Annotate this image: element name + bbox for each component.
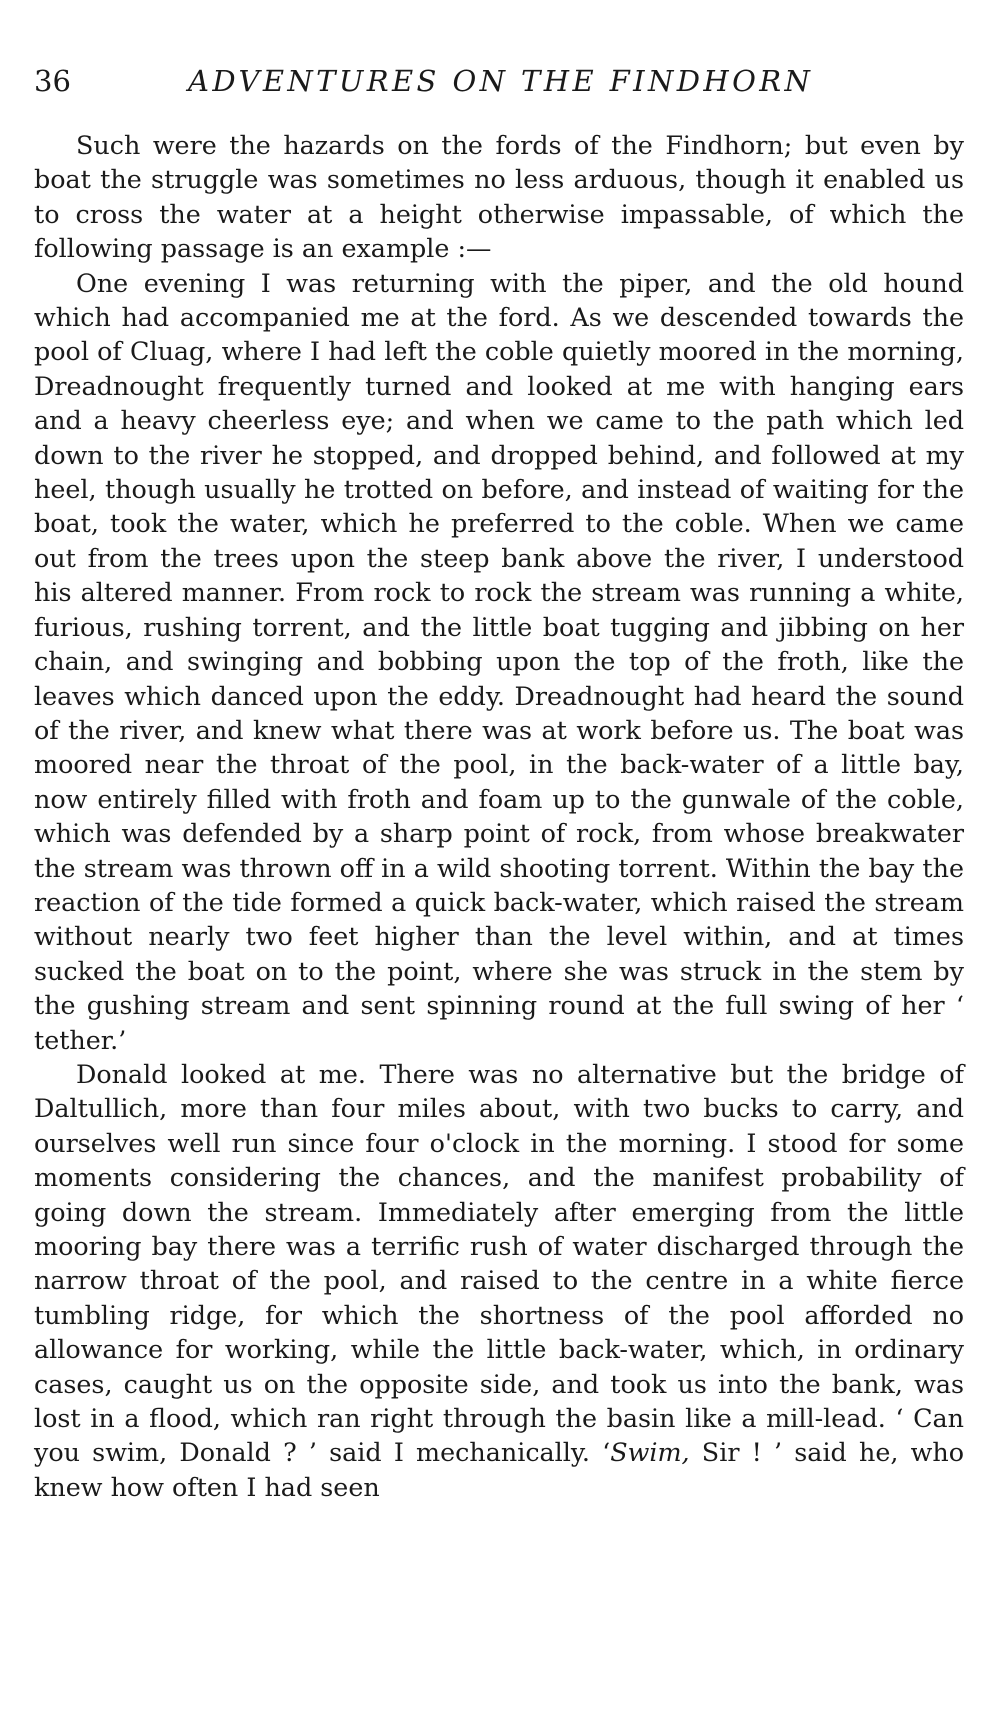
paragraph-donald-ending: Sir ! ’ said he, who knew how often I had seen <box>34 1437 964 1502</box>
body-text <box>34 128 964 1504</box>
paragraph-donald <box>34 1057 964 1504</box>
running-head <box>34 58 964 108</box>
swim-emphasis: Swim, <box>610 1437 690 1468</box>
book-title: ADVENTURES ON THE FINDHORN <box>188 64 814 98</box>
paragraph-hazards: Such were the hazards on the fords of the Findhorn; but even by boat the struggle was sometimes no less arduous, though it enabled us to cross the water at a height otherwise impassable, of which the following passage is an example :— <box>34 130 964 264</box>
paragraph-donald-text: Donald looked at me. There was no alternative but the bridge of Daltullich, more than four miles about, with two bucks to carry, and ourselves well run since four o'clock in the morning. I stood for some moments considering the chances, and the manifest probability of going down the stream. Immediately after emerging from the little mooring bay there was a terrific rush of water discharged through the narrow throat of the pool, and raised to the centre in a white fierce tumbling ridge, for which the shortness of the pool afforded no allowance for working, while the little back-water, which, in ordinary cases, caught us on the opposite side, and took us into the bank, was lost in a flood, which ran right through the basin like a mill-lead. ‘ Can you swim, Donald ? ’ said I mechanically. ‘ <box>34 1058 964 1468</box>
paragraph-evening-return: One evening I was returning with the piper, and the old hound which had accompanied me at the ford. As we descended towards the pool of Cluag, where I had left the coble quietly moored in the morning, Dreadnought frequently turned and looked at me with hanging ears and a heavy cheerless eye; and when we came to the path which led down to the river he stopped, and dropped behind, and followed at my heel, though usually he trotted on before, and instead of waiting for the boat, took the water, which he preferred to the coble. When we came out from the trees upon the steep bank above the river, I understood his altered manner. From rock to rock the stream was running a white, furious, rushing torrent, and the little boat tugging and jibbing on her chain, and swinging and bobbing upon the top of the froth, like the leaves which danced upon the eddy. Dreadnought had heard the sound of the river, and knew what there was at work before us. The boat was moored near the throat of the pool, in the back-water of a little bay, now entirely filled with froth and foam up to the gunwale of the coble, which was defended by a sharp point of rock, from whose breakwater the stream was thrown off in a wild shooting torrent. Within the bay the reaction of the tide formed a quick back-water, which raised the stream without nearly two feet higher than the level within, and at times sucked the boat on to the point, where she was struck in the stem by the gushing stream and sent spinning round at the full swing of her ‘ tether.’ <box>34 267 964 1055</box>
book-page <box>34 58 964 1504</box>
page-number: 36 <box>34 64 71 98</box>
